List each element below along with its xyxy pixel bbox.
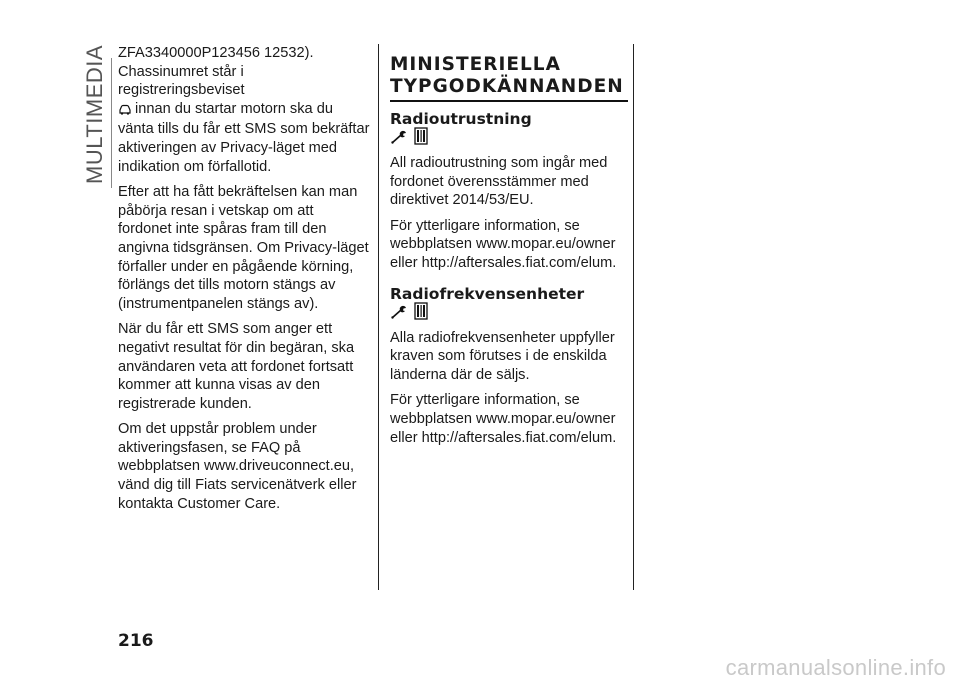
section-tab-label: MULTIMEDIA bbox=[82, 44, 107, 184]
p1-line1: ZFA3340000P123456 12532). bbox=[118, 45, 314, 61]
paragraph-3: När du får ett SMS som anger ett negativt resultat för din begäran, ska användaren veta att fordonet fortsatt kommer att kunna visas av den registrerade kunden. bbox=[118, 321, 355, 412]
wrench-icon bbox=[390, 129, 412, 151]
right-column bbox=[390, 44, 628, 454]
column-divider-left bbox=[378, 44, 379, 590]
book-icon bbox=[414, 302, 428, 326]
section2-paragraph-1: Alla radiofrekvensenheter uppfyller kraven som förutses i de enskilda länderna där de säljs. bbox=[390, 329, 615, 383]
pictograms-1 bbox=[390, 131, 628, 151]
section2-paragraph-2: För ytterligare information, se webbplatsen www.mopar.eu/owner eller http://aftersales.fiat.com/elum. bbox=[390, 392, 617, 446]
left-column bbox=[118, 44, 370, 520]
column-divider-right bbox=[633, 44, 634, 590]
chapter-heading bbox=[390, 54, 628, 98]
paragraph-1 bbox=[118, 44, 370, 176]
p1-line3: innan du startar motorn ska du vänta bbox=[118, 100, 333, 138]
book-icon bbox=[414, 127, 428, 151]
paragraph-2: Efter att ha fått bekräftelsen kan man påbörja resan i vetskap om att fordonet inte spåras fram till den angivna tidsgränsen. Om Privacy-läget förfaller under en pågående körning, förlängs det tills motorn stängs av (instrumentpanelen stängs av). bbox=[118, 184, 369, 312]
section1-paragraph-1: All radioutrustning som ingår med fordonet överensstämmer med direktivet 2014/53/EU. bbox=[390, 155, 608, 209]
paragraph-4: Om det uppstår problem under aktiveringsfasen, se FAQ på webbplatsen www.driveuconnect.eu, vänd dig till Fiats servicenätverk eller kontakta Customer Care. bbox=[118, 421, 357, 512]
p1-line2: Chassinumret står i registreringsbeviset bbox=[118, 63, 245, 99]
car-icon bbox=[118, 102, 132, 121]
chapter-heading-line1: MINISTERIELLA bbox=[390, 54, 561, 75]
section-tab-divider bbox=[111, 58, 112, 188]
heading-underline bbox=[390, 100, 628, 102]
section-title-radiofrekvensenheter: Radiofrekvensenheter bbox=[390, 284, 585, 303]
page-number: 216 bbox=[118, 631, 154, 651]
pictograms-2 bbox=[390, 306, 628, 326]
section-title-radioutrustning: Radioutrustning bbox=[390, 110, 532, 128]
section1-paragraph-2: För ytterligare information, se webbplatsen www.mopar.eu/owner eller http://aftersales.fiat.com/elum. bbox=[390, 217, 617, 271]
section-tab bbox=[82, 44, 108, 184]
wrench-icon bbox=[390, 304, 412, 326]
p1-rest: tills du får ett SMS som bekräftar aktiveringen av Privacy-läget med indikation om förfallotid. bbox=[118, 121, 370, 175]
chapter-heading-line2: TYPGODKÄNNANDEN bbox=[390, 76, 624, 97]
watermark: carmanualsonline.info bbox=[725, 655, 946, 680]
